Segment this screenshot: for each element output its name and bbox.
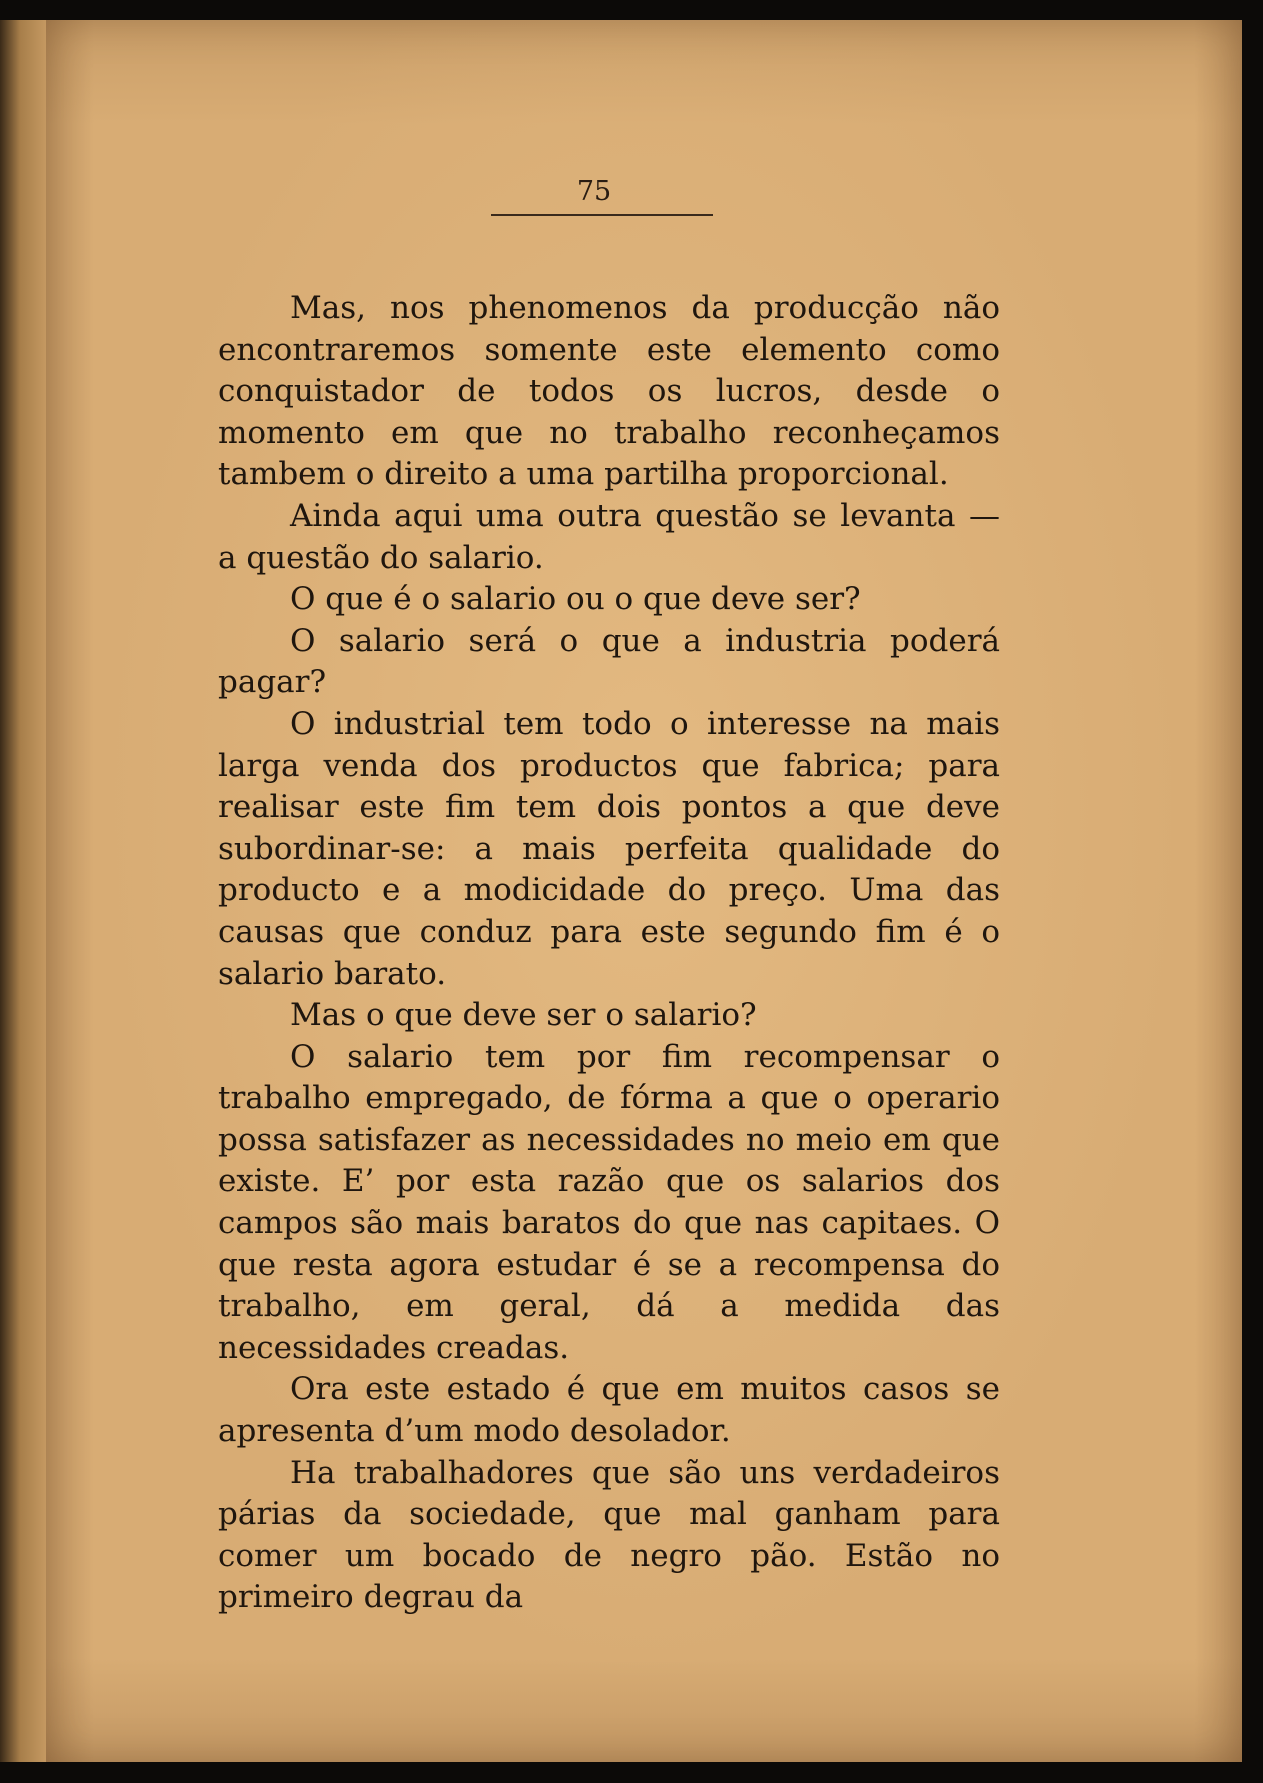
header-rule — [491, 214, 713, 216]
page-number: 75 — [576, 176, 612, 207]
body-text — [218, 288, 1000, 1619]
paragraph: Mas o que deve ser o salario? — [290, 997, 757, 1034]
paragraph: O salario tem por fim recompensar o trabalho empregado, de fórma a que o operario possa satisfazer as necessidades no meio em que existe. E’ por esta razão que os salarios dos campos são mais baratos do que nas capitaes. O que resta agora estudar é se a recompensa do trabalho, em geral, dá a medida das necessidades creadas. — [218, 1038, 1000, 1366]
book-page — [46, 20, 1242, 1762]
paragraph: Ha trabalhadores que são uns verdadeiros párias da sociedade, que mal ganham para comer um bocado de negro pão. Estão no primeiro degrau da — [218, 1454, 1000, 1616]
paragraph: Ora este estado é que em muitos casos se apresenta d’um modo desolador. — [218, 1371, 1000, 1450]
book-spine — [0, 20, 50, 1762]
paragraph: O industrial tem todo o interesse na mais larga venda dos productos que fabrica; para realisar este fim tem dois pontos a que deve subordinar-se: a mais perfeita qualidade do producto e a modicidade do preço. Uma das causas que conduz para este segundo fim é o salario barato. — [218, 705, 1000, 992]
paragraph: Ainda aqui uma outra questão se levanta — a questão do salario. — [218, 497, 1000, 576]
paragraph: O que é o salario ou o que deve ser? — [290, 581, 861, 618]
paragraph: Mas, nos phenomenos da producção não encontraremos somente este elemento como conquistador de todos os lucros, desde o momento em que no trabalho reconheçamos tambem o direito a uma partilha proporcional. — [218, 290, 1000, 493]
paragraph: O salario será o que a industria poderá pagar? — [218, 622, 1000, 701]
